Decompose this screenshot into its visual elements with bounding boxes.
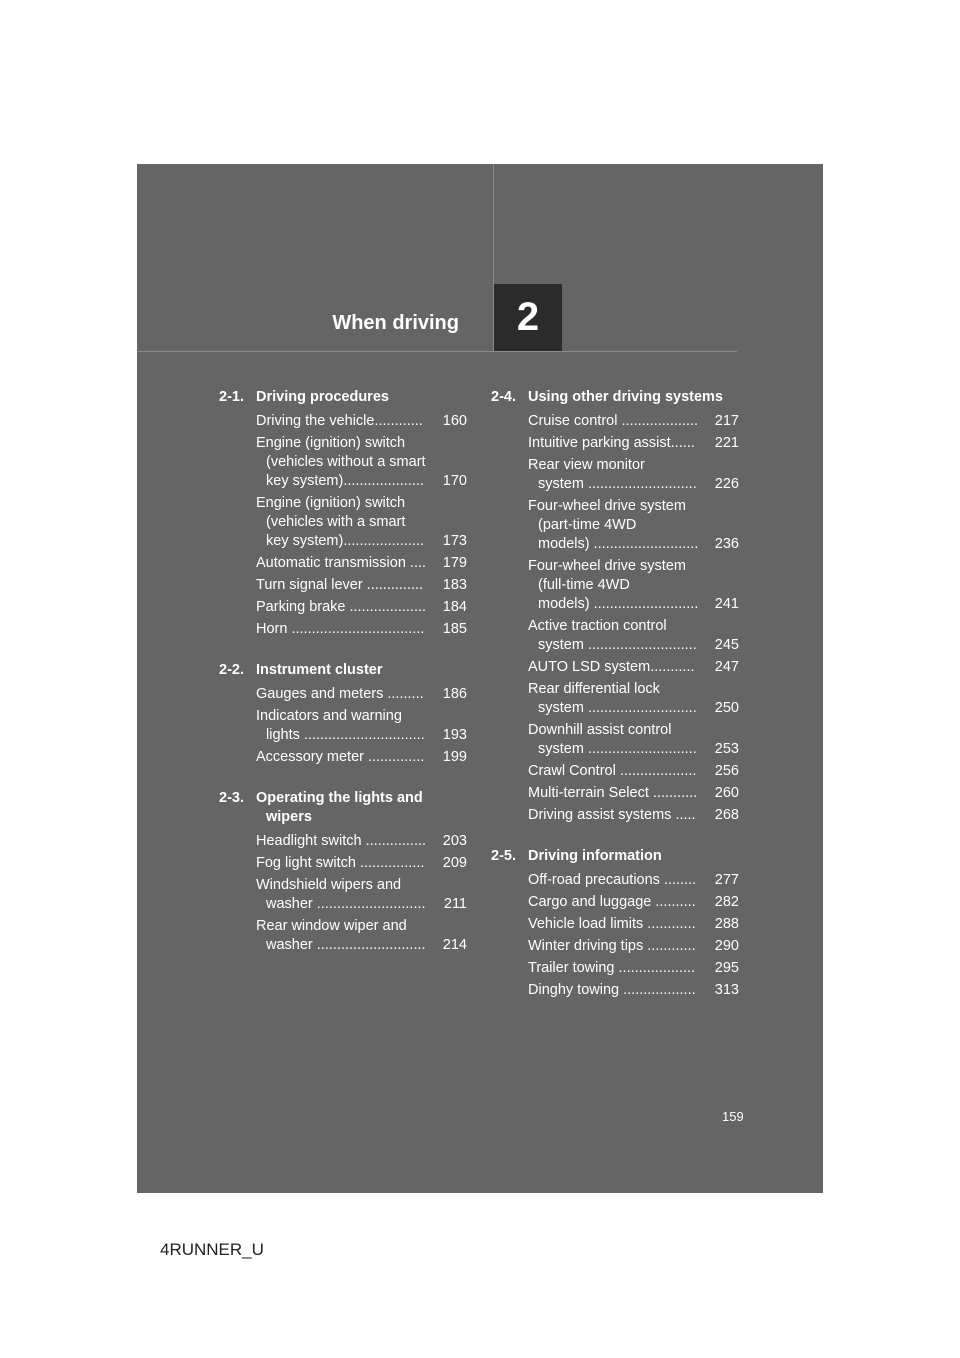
section-title: Using other driving systems — [528, 389, 723, 405]
entry-title: Multi-terrain Select ........... — [528, 785, 698, 801]
entry-title: Cruise control ................... — [528, 413, 699, 429]
toc-entry[interactable] — [491, 981, 739, 1000]
section-heading[interactable] — [491, 847, 739, 866]
section-title: Instrument cluster — [256, 662, 383, 678]
section-number: 2-4. — [491, 389, 516, 405]
entry-page: 199 — [442, 749, 467, 765]
toc-entry[interactable] — [491, 557, 739, 614]
entry-page: 313 — [714, 982, 739, 998]
entry-page: 184 — [442, 599, 467, 615]
section-number: 2-5. — [491, 848, 516, 864]
entry-title: Engine (ignition) switch (vehicles without a smart key system).................... — [256, 435, 426, 489]
page-number: 159 — [722, 1109, 744, 1124]
entry-page: 260 — [714, 785, 739, 801]
section-heading[interactable] — [219, 789, 467, 827]
entry-page: 226 — [714, 476, 739, 492]
entry-page: 277 — [714, 872, 739, 888]
toc-entry[interactable] — [491, 434, 739, 453]
entry-title: Off-road precautions ........ — [528, 872, 697, 888]
toc-column-left — [219, 388, 467, 977]
entry-page: 214 — [442, 937, 467, 953]
entry-page: 241 — [714, 596, 739, 612]
toc-entry[interactable] — [219, 854, 467, 873]
entry-page: 268 — [714, 807, 739, 823]
entry-title: Winter driving tips ............ — [528, 938, 696, 954]
entry-page: 282 — [714, 894, 739, 910]
toc-entry[interactable] — [219, 434, 467, 491]
toc-section — [219, 388, 467, 639]
entry-title: Gauges and meters ......... — [256, 686, 424, 702]
entry-page: 288 — [714, 916, 739, 932]
entry-page: 209 — [442, 855, 467, 871]
entry-title: Driving assist systems ..... — [528, 807, 696, 823]
entry-page: 160 — [442, 413, 467, 429]
toc-entry[interactable] — [491, 617, 739, 655]
entry-title: Headlight switch ............... — [256, 833, 427, 849]
entry-page: 290 — [714, 938, 739, 954]
toc-entry[interactable] — [219, 620, 467, 639]
toc-column-right — [491, 388, 739, 1022]
entry-page: 245 — [714, 637, 739, 653]
entry-title: Rear view monitor system ........................... — [528, 457, 697, 492]
entry-page: 221 — [714, 435, 739, 451]
entry-title: Accessory meter .............. — [256, 749, 425, 765]
entry-page: 250 — [714, 700, 739, 716]
entry-title: Windshield wipers and washer ........................... — [256, 877, 426, 912]
entry-title: Downhill assist control system ........................... — [528, 722, 697, 757]
entry-title: Rear differential lock system ........................... — [528, 681, 697, 716]
entry-page: 193 — [442, 727, 467, 743]
toc-entry[interactable] — [219, 748, 467, 767]
toc-entry[interactable] — [491, 893, 739, 912]
entry-title: Intuitive parking assist...... — [528, 435, 695, 451]
toc-entry[interactable] — [491, 959, 739, 978]
toc-entry[interactable] — [491, 680, 739, 718]
entry-page: 217 — [714, 413, 739, 429]
header-divider-horizontal — [137, 351, 737, 352]
entry-page: 236 — [714, 536, 739, 552]
chapter-number-box: 2 — [494, 284, 562, 351]
toc-entry[interactable] — [219, 412, 467, 431]
toc-entry[interactable] — [491, 721, 739, 759]
entry-title: Horn ................................. — [256, 621, 425, 637]
toc-entry[interactable] — [219, 876, 467, 914]
entry-page: 247 — [714, 659, 739, 675]
toc-entry[interactable] — [219, 917, 467, 955]
entry-title: Parking brake ................... — [256, 599, 427, 615]
toc-entry[interactable] — [491, 871, 739, 890]
entry-page: 186 — [442, 686, 467, 702]
entry-title: Indicators and warning lights .............................. — [256, 708, 425, 743]
entry-page: 173 — [442, 533, 467, 549]
chapter-title: When driving — [332, 312, 459, 334]
section-title: Driving procedures — [256, 389, 389, 405]
toc-entry[interactable] — [219, 832, 467, 851]
entry-title: Turn signal lever .............. — [256, 577, 424, 593]
toc-section — [219, 661, 467, 767]
entry-page: 203 — [442, 833, 467, 849]
section-title: Driving information — [528, 848, 662, 864]
entry-title: Vehicle load limits ............ — [528, 916, 696, 932]
section-heading[interactable] — [219, 661, 467, 680]
toc-section — [491, 847, 739, 1000]
entry-title: Driving the vehicle............ — [256, 413, 423, 429]
toc-section — [219, 789, 467, 955]
entry-title: Crawl Control ................... — [528, 763, 697, 779]
section-heading[interactable] — [491, 388, 739, 407]
entry-title: Fog light switch ................ — [256, 855, 425, 871]
toc-entry[interactable] — [219, 576, 467, 595]
toc-entry[interactable] — [491, 497, 739, 554]
entry-title: Dinghy towing .................. — [528, 982, 696, 998]
entry-title: Rear window wiper and washer ........................... — [256, 918, 426, 953]
entry-page: 185 — [442, 621, 467, 637]
footer-code: 4RUNNER_U — [160, 1240, 264, 1259]
entry-title: Cargo and luggage .......... — [528, 894, 696, 910]
toc-entry[interactable] — [491, 806, 739, 825]
toc-entry[interactable] — [491, 937, 739, 956]
entry-title: Four-wheel drive system (part-time 4WD models) .......................... — [528, 498, 699, 552]
entry-title: Active traction control system ........................... — [528, 618, 697, 653]
toc-entry[interactable] — [491, 784, 739, 803]
section-number: 2-2. — [219, 662, 244, 678]
toc-entry[interactable] — [491, 412, 739, 431]
toc-entry[interactable] — [219, 494, 467, 551]
toc-entry[interactable] — [491, 658, 739, 677]
section-heading[interactable] — [219, 388, 467, 407]
toc-section — [491, 388, 739, 825]
entry-page: 253 — [714, 741, 739, 757]
entry-page: 170 — [442, 473, 467, 489]
section-number: 2-3. — [219, 790, 244, 806]
toc-entry[interactable] — [219, 554, 467, 573]
toc-entry[interactable] — [219, 685, 467, 704]
chapter-panel — [137, 164, 823, 1193]
section-title: Operating the lights and wipers — [256, 790, 423, 825]
toc-entry[interactable] — [219, 707, 467, 745]
toc-entry[interactable] — [491, 915, 739, 934]
toc-entry[interactable] — [491, 762, 739, 781]
entry-page: 256 — [714, 763, 739, 779]
entry-title: Four-wheel drive system (full-time 4WD models) .......................... — [528, 558, 699, 612]
entry-title: Automatic transmission .... — [256, 555, 427, 571]
section-number: 2-1. — [219, 389, 244, 405]
entry-title: Trailer towing ................... — [528, 960, 696, 976]
entry-title: Engine (ignition) switch (vehicles with a smart key system).................... — [256, 495, 424, 549]
entry-page: 183 — [442, 577, 467, 593]
entry-title: AUTO LSD system........... — [528, 659, 695, 675]
entry-page: 211 — [443, 896, 467, 912]
entry-page: 295 — [714, 960, 739, 976]
toc-entry[interactable] — [491, 456, 739, 494]
toc-entry[interactable] — [219, 598, 467, 617]
entry-page: 179 — [442, 555, 467, 571]
